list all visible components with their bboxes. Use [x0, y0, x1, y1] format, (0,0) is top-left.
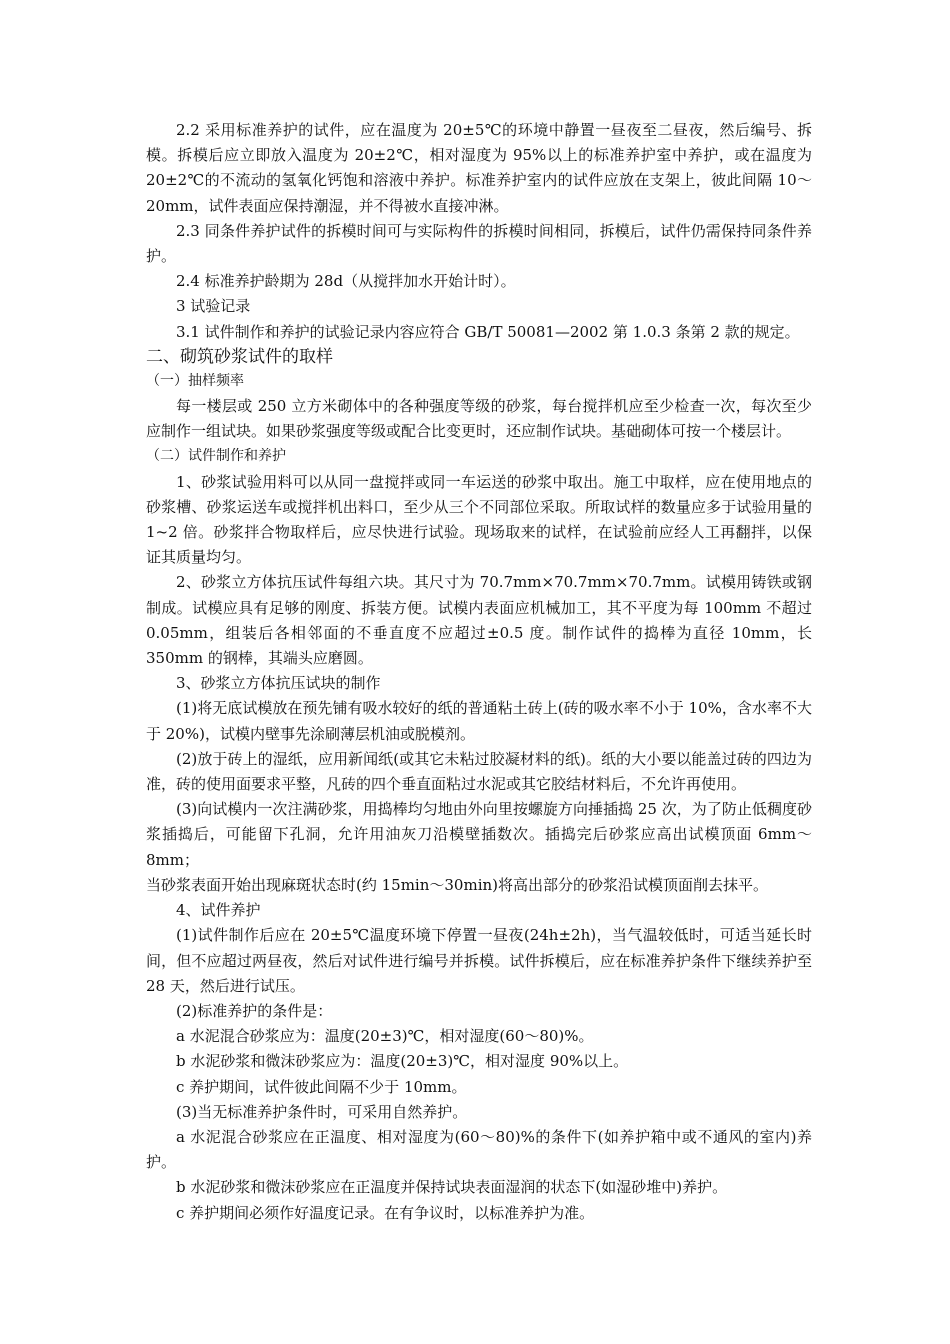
para-item-4-2-b: b 水泥砂浆和微沫砂浆应为：温度(20±3)℃，相对湿度 90%以上。 [176, 1052, 629, 1071]
subheading-sampling-frequency: （一）抽样频率 [146, 372, 244, 389]
para-item-2: 2、砂浆立方体抗压试件每组六块。其尺寸为 70.7mm×70.7mm×70.7mm。试模用铸铁或钢制成。试模应具有足够的刚度、拆装方便。试模内表面应机械加工，其不平度为每 100mm 不超过 0.05mm，组装后各相邻面的不垂直度不应超过±0.5 度。制作试件的捣棒为直径 10mm，长 350mm 的钢棒，其端头应磨圆。 [146, 573, 812, 668]
para-item-4-2-c: c 养护期间，试件彼此间隔不少于 10mm。 [176, 1077, 467, 1096]
para-item-4-title: 4、试件养护 [176, 901, 261, 920]
para-2-3: 2.3 同条件养护试件的拆模时间可与实际构件的拆模时间相同，拆模后，试件仍需保持同条件养护。 [146, 221, 812, 266]
para-item-4-3-b: b 水泥砂浆和微沫砂浆应在正温度并保持试块表面湿润的状态下(如湿砂堆中)养护。 [176, 1178, 728, 1197]
para-item-3-3: (3)向试模内一次注满砂浆，用捣棒均匀地由外向里按螺旋方向捶插捣 25 次，为了防止低稠度砂浆插捣后，可能留下孔洞，允许用油灰刀沿模壁插数次。插捣完后砂浆应高出试模顶面 6mm～8mm； [146, 800, 812, 869]
para-2-2: 2.2 采用标准养护的试件，应在温度为 20±5℃的环境中静置一昼夜至二昼夜，然后编号、拆模。拆模后应立即放入温度为 20±2℃，相对湿度为 95%以上的标准养护室中养护，或在温度为 20±2℃的不流动的氢氧化钙饱和溶液中养护。标准养护室内的试件应放在支架上，彼此间隔 10～20mm，试件表面应保持潮湿，并不得被水直接冲淋。 [146, 121, 812, 215]
para-item-4-3-c: c 养护期间必须作好温度记录。在有争议时，以标准养护为准。 [176, 1203, 595, 1222]
heading-3-test-record: 3 试验记录 [176, 297, 251, 316]
para-item-3-1: (1)将无底试模放在预先铺有吸水较好的纸的普通粘土砖上(砖的吸水率不小于 10%，含水率不大于 20%)，试模内壁事先涂刷薄层机油或脱模剂。 [146, 699, 812, 743]
para-item-4-2-a: a 水泥混合砂浆应为：温度(20±3)℃，相对湿度(60～80)%。 [176, 1027, 594, 1046]
para-item-4-3-a: a 水泥混合砂浆应在正温度、相对湿度为(60～80)%的条件下(如养护箱中或不通风的室内)养护。 [146, 1127, 812, 1172]
subheading-specimen-making: （二）试件制作和养护 [146, 448, 286, 465]
para-item-1: 1、砂浆试验用料可以从同一盘搅拌或同一车运送的砂浆中取出。施工中取样，应在使用地点的砂浆槽、砂浆运送车或搅拌机出料口，至少从三个不同部位采取。所取试样的数量应多于试验用量的 1~2 倍。砂浆拌合物取样后，应尽快进行试验。现场取来的试样，在试验前应经人工再翻拌，以保证其质量均匀。 [146, 472, 812, 567]
document-page [146, 118, 812, 1226]
para-2-4: 2.4 标准养护龄期为 28d（从搅拌加水开始计时）。 [176, 272, 516, 291]
para-item-3-2: (2)放于砖上的湿纸，应用新闻纸(或其它未粘过胶凝材料的纸)。纸的大小要以能盖过砖的四边为准，砖的使用面要求平整，凡砖的四个垂直面粘过水泥或其它胶结材料后，不允许再使用。 [146, 749, 812, 794]
para-item-4-2: (2)标准养护的条件是： [176, 1001, 333, 1020]
para-3-1: 3.1 试件制作和养护的试验记录内容应符合 GB/T 50081—2002 第 1.0.3 条第 2 款的规定。 [176, 322, 800, 341]
para-item-4-3: (3)当无标准养护条件时，可采用自然养护。 [176, 1102, 468, 1121]
para-item-3-title: 3、砂浆立方体抗压试块的制作 [176, 674, 381, 693]
para-sampling-frequency: 每一楼层或 250 立方米砌体中的各种强度等级的砂浆，每台搅拌机应至少检查一次，每次至少应制作一组试块。如果砂浆强度等级或配合比变更时，还应制作试块。基础砌体可按一个楼层计。 [146, 397, 812, 441]
para-item-3-3-cont: 当砂浆表面开始出现麻斑状态时(约 15min～30min)将高出部分的砂浆沿试模顶面削去抹平。 [146, 875, 769, 894]
para-item-4-1: (1)试件制作后应在 20±5℃温度环境下停置一昼夜(24h±2h)，当气温较低时，可适当延长时间，但不应超过两昼夜，然后对试件进行编号并拆模。试件拆模后，应在标准养护条件下继续养护至 28 天，然后进行试压。 [146, 926, 812, 995]
section-heading-mortar-sampling: 二、砌筑砂浆试件的取样 [146, 346, 333, 367]
